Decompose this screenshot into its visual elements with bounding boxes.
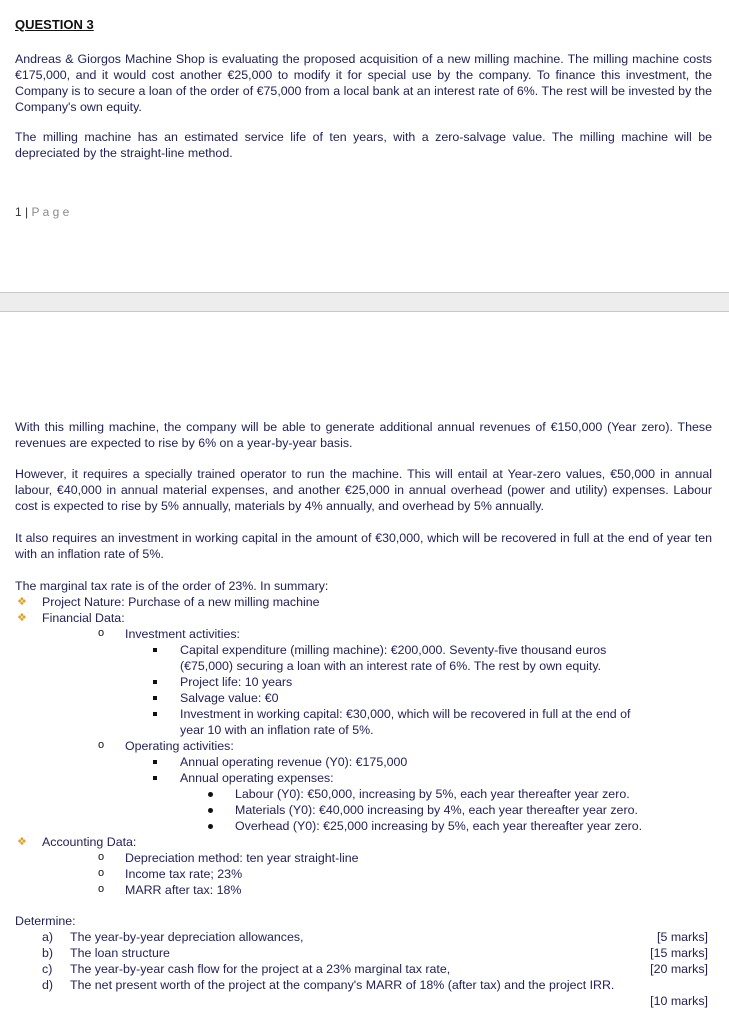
circle-bullet-icon: o [98, 627, 105, 639]
diamond-bullet-icon: ❖ [17, 612, 27, 624]
question-c-letter: c) [42, 962, 53, 976]
question-a-marks: [5 marks] [657, 930, 708, 944]
question-b: The loan structure [70, 946, 170, 960]
square-bullet-icon [153, 696, 157, 700]
capex-line-2: (€75,000) securing a loan with an interest rate of 6%. The rest by own equity. [180, 659, 602, 673]
page-number-separator: | [25, 205, 29, 219]
circle-bullet-icon: o [98, 867, 105, 879]
question-a: The year-by-year depreciation allowances, [70, 930, 304, 944]
question-d-marks: [10 marks] [650, 994, 708, 1008]
question-b-marks: [15 marks] [650, 946, 708, 960]
page-1 [0, 0, 729, 292]
operator-paragraph: However, it requires a specially trained operator to run the machine. This will entail at Year-zero values, €50,000 in annual labour, €40,000 in annual material expenses, and another €25,000 in annual overhead (power and utility) expenses. Labour cost is expected to rise by 5% annually, materials by 4% annually, and overhead by 5% annually. [15, 467, 712, 513]
labour-expense: Labour (Y0): €50,000, increasing by 5%, each year thereafter year zero. [235, 787, 630, 801]
question-a-letter: a) [42, 930, 54, 944]
marr-after-tax: MARR after tax: 18% [125, 883, 242, 897]
page-number [15, 205, 69, 219]
dot-bullet-icon [208, 792, 213, 797]
square-bullet-icon [153, 680, 157, 684]
revenue-paragraph: With this milling machine, the company will be able to generate additional annual revenues of €150,000 (Year zero). These revenues are expected to rise by 6% on a year-by-year basis. [15, 420, 712, 450]
dot-bullet-icon [208, 808, 213, 813]
square-bullet-icon [153, 648, 157, 652]
page-number-value: 1 [15, 205, 22, 219]
question-title: QUESTION 3 [15, 17, 94, 32]
page-label: P a g e [31, 205, 70, 219]
page-break [0, 292, 729, 312]
service-life-paragraph: The milling machine has an estimated service life of ten years, with a zero-salvage value. The milling machine will be depreciated by the straight-line method. [15, 130, 712, 160]
annual-expenses-heading: Annual operating expenses: [180, 771, 334, 785]
diamond-bullet-icon: ❖ [17, 596, 27, 608]
circle-bullet-icon: o [98, 739, 105, 751]
diamond-bullet-icon: ❖ [17, 836, 27, 848]
question-b-letter: b) [42, 946, 54, 960]
materials-expense: Materials (Y0): €40,000 increasing by 4%, each year thereafter year zero. [235, 803, 638, 817]
dot-bullet-icon [208, 824, 213, 829]
operating-activities-heading: Operating activities: [125, 739, 234, 753]
depreciation-method: Depreciation method: ten year straight-line [125, 851, 359, 865]
accounting-data-heading: Accounting Data: [42, 835, 137, 849]
question-d-letter: d) [42, 978, 54, 992]
working-capital-line-1: Investment in working capital: €30,000, which will be recovered in full at the end of [180, 707, 631, 721]
investment-activities-heading: Investment activities: [125, 627, 241, 641]
annual-revenue: Annual operating revenue (Y0): €175,000 [180, 755, 408, 769]
intro-paragraph: Andreas & Giorgos Machine Shop is evaluating the proposed acquisition of a new milling machine. The milling machine costs €175,000, and it would cost another €25,000 to modify it for special use by the company. To finance this investment, the Company is to secure a loan of the order of €75,000 from a local bank at an interest rate of 6%. The rest will be invested by the Company's own equity. [15, 52, 712, 114]
project-life: Project life: 10 years [180, 675, 293, 689]
circle-bullet-icon: o [98, 883, 105, 895]
question-d: The net present worth of the project at the company's MARR of 18% (after tax) and the project IRR. [70, 978, 615, 992]
determine-heading: Determine: [15, 914, 76, 928]
working-capital-line-2: year 10 with an inflation rate of 5%. [180, 723, 374, 737]
income-tax-rate: Income tax rate; 23% [125, 867, 243, 881]
working-capital-paragraph: It also requires an investment in working capital in the amount of €30,000, which will be recovered in full at the end of year ten with an inflation rate of 5%. [15, 531, 712, 561]
square-bullet-icon [153, 712, 157, 716]
overhead-expense: Overhead (Y0): €25,000 increasing by 5%, each year thereafter year zero. [235, 819, 643, 833]
circle-bullet-icon: o [98, 851, 105, 863]
financial-data-heading: Financial Data: [42, 611, 125, 625]
capex-line-1: Capital expenditure (milling machine): €200,000. Seventy-five thousand euros [180, 643, 607, 657]
square-bullet-icon [153, 776, 157, 780]
question-c: The year-by-year cash flow for the project at a 23% marginal tax rate, [70, 962, 451, 976]
question-c-marks: [20 marks] [650, 962, 708, 976]
square-bullet-icon [153, 760, 157, 764]
salvage-value: Salvage value: €0 [180, 691, 279, 705]
summary-intro: The marginal tax rate is of the order of 23%. In summary: [15, 579, 329, 593]
project-nature: Project Nature: Purchase of a new milling machine [42, 595, 320, 609]
